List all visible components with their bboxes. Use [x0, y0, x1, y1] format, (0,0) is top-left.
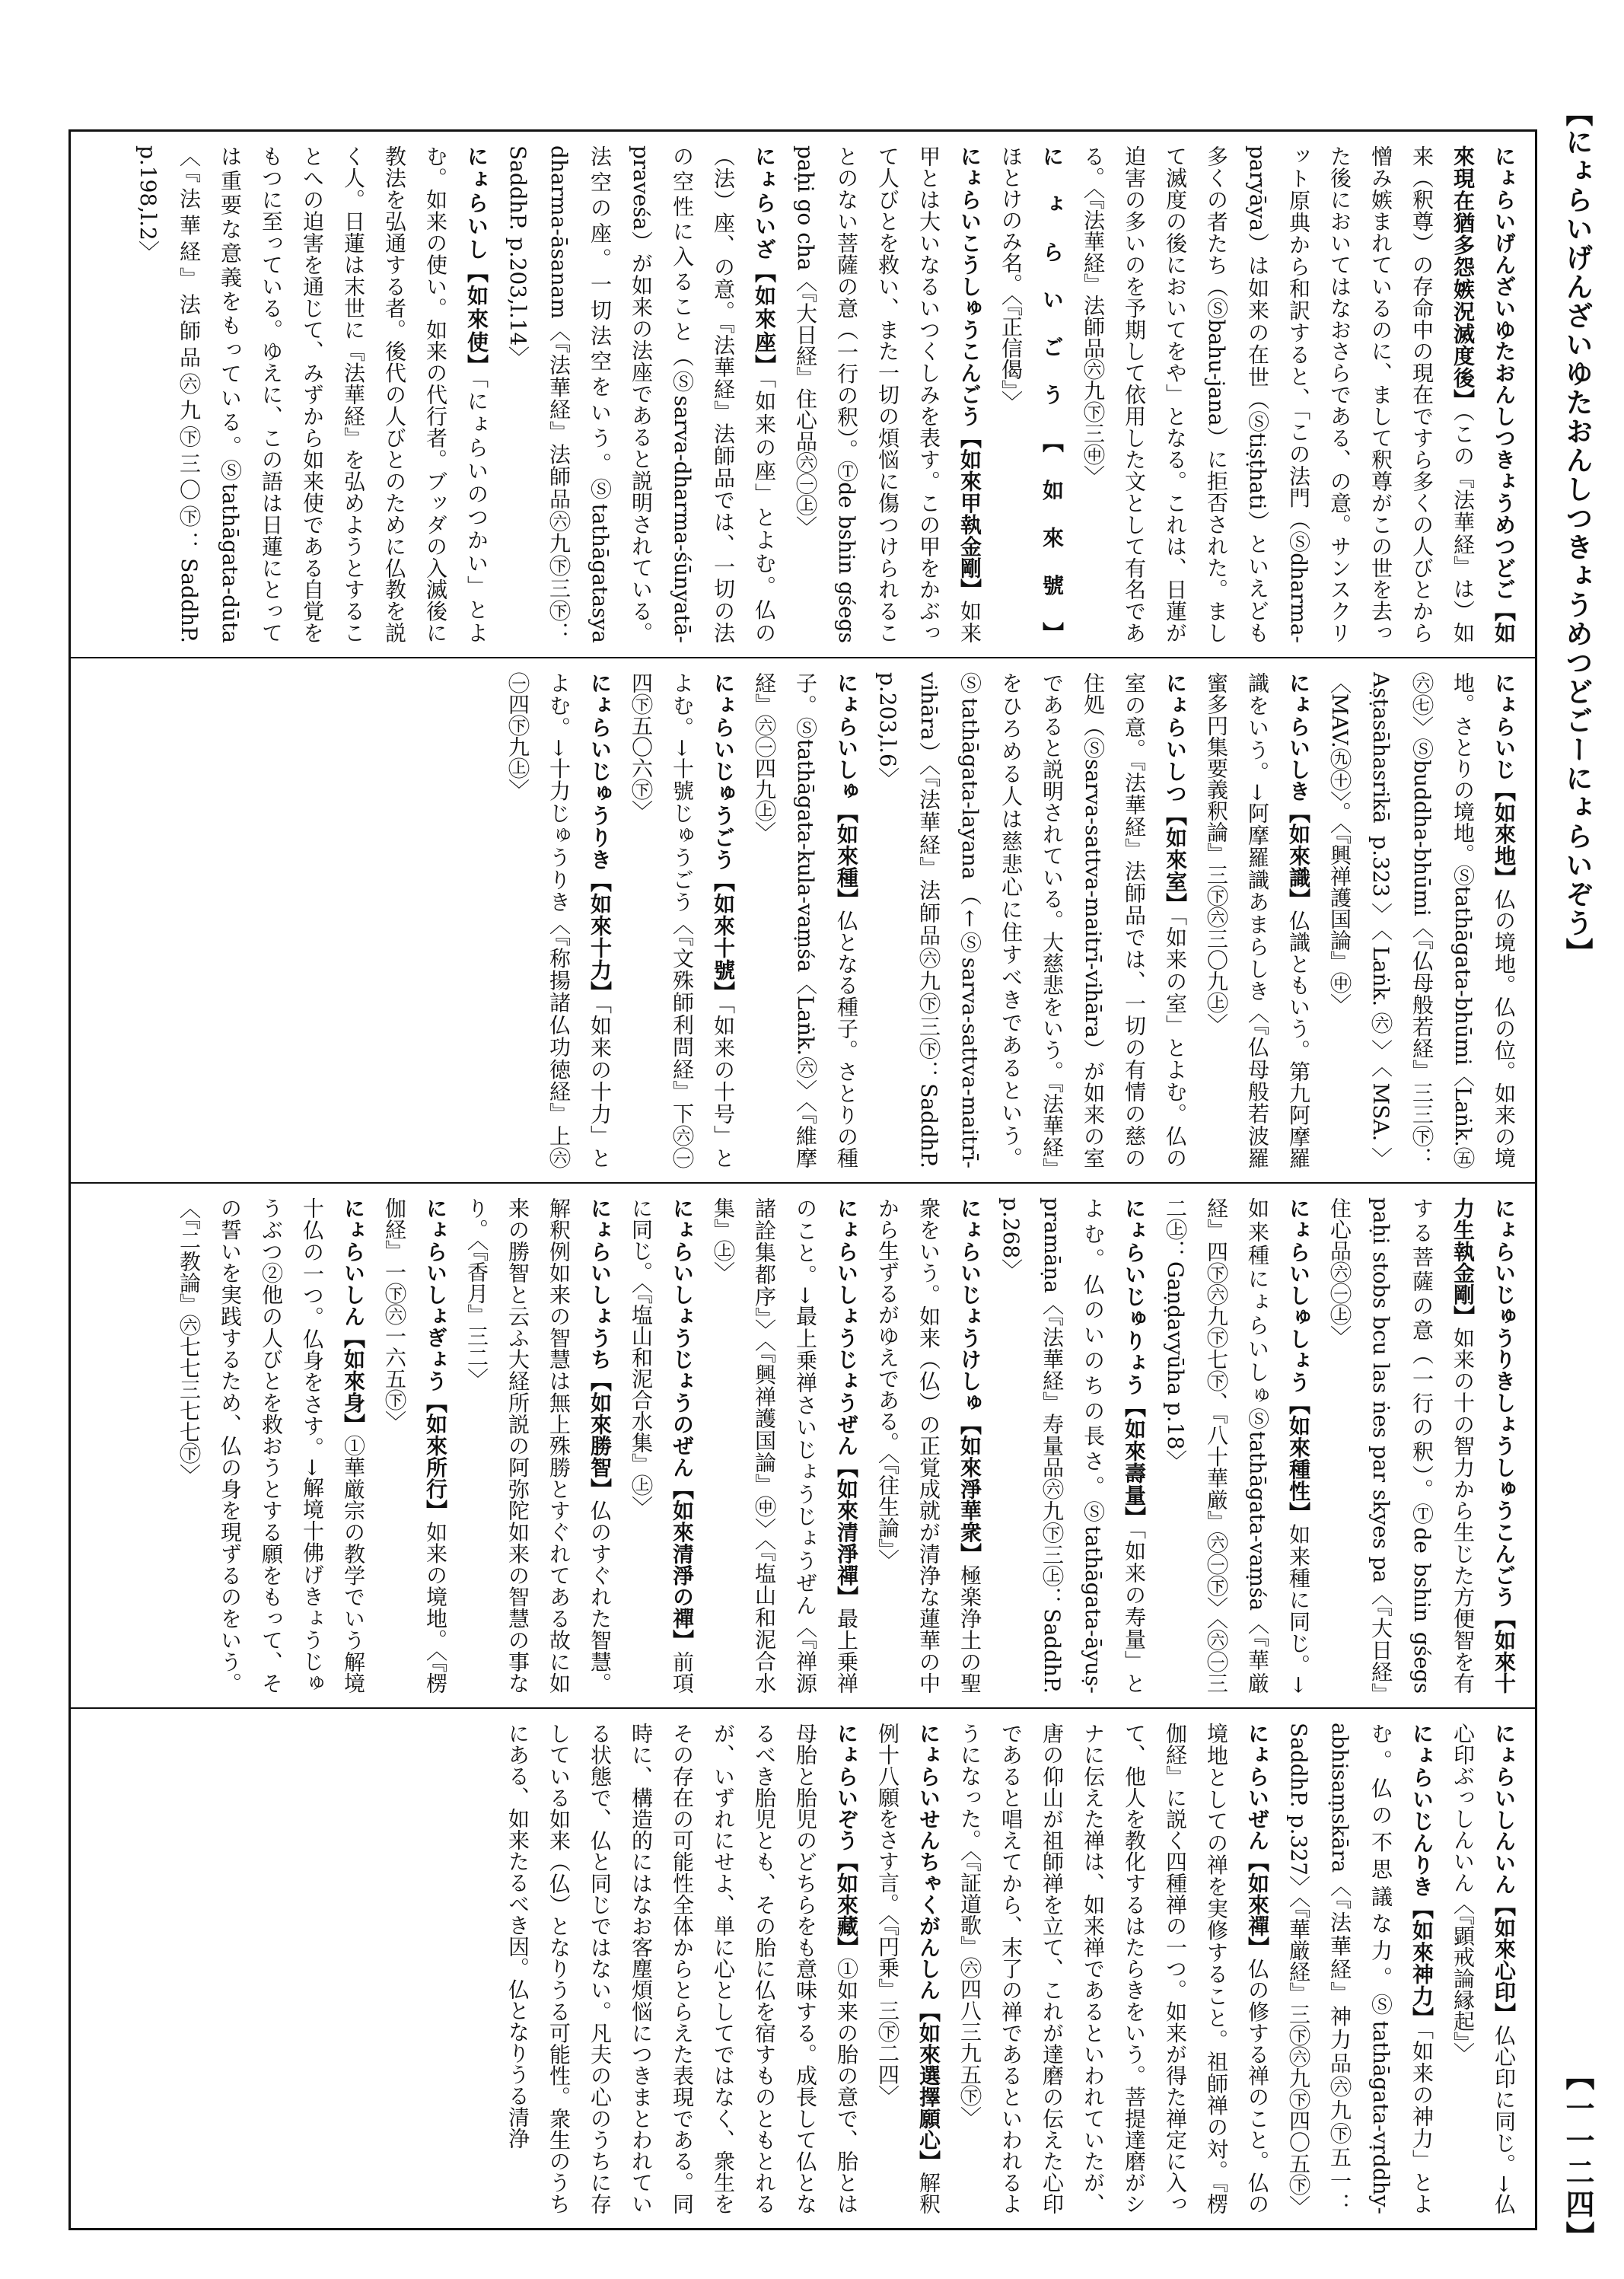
entry-definition: 仏識ともいう。第九阿摩羅識をいう。→阿摩羅識あまらしき〈『仏母般若波羅蜜多円集要義釈論』三㊦㊅三〇九㊤〉 — [1204, 672, 1311, 1169]
entry-headword: にょらいしん【如來身】 — [341, 1197, 366, 1435]
entry-definition: 仏の境地。仏の位。如来の境地。さとりの境地。Ⓢtathāgata-bhūmi〈Laṅk.㊄㊅㊆〉Ⓢbuddha-bhūmi〈『仏母般若経』三三㊦：Aṣṭasāhasrikā p.323〉〈Laṅk.㊅〉〈MSA.〉〈MAV.㊈㊉〉。〈『興禅護国論』㊥〉 — [1327, 672, 1517, 1169]
entry-definition: ①如来の胎の意で、胎とは母胎と胎児のどちらをも意味する。成長して仏となるべき胎児とも、その胎に仏を宿すものともとれるが、いずれにせよ、単に心としてではなく、衆生をその存在の可能性全体からとらえた表現である。同時に、構造的にはなお客塵煩悩につきまとわれている状態で、仏と同じではない。凡夫の心のうちに存している如来（仏）となりうる可能性。衆生のうちにある、如来たるべき因。仏となりうる清浄 — [505, 1723, 859, 2215]
entry-headword: にょらいじゅうりきしょうしゅうこんごう【如來十力生執金剛】 — [1450, 1197, 1517, 1694]
tier-4 — [71, 1707, 1535, 2228]
entry-definition: 「如来の座」とよむ。仏の（法）座、の意。『法華経』法師品では、一切の法の空性に入ること（Ⓢsarva-dharma-śūnyatā-praveśa）が如来の法座であると説明されている。法空の座。一切法空をいう。Ⓢtathāgatasya dharma-āsanam〈『法華経』法師品㊅九㊦三㊦：SaddhP. p.203,l.14〉 — [505, 145, 777, 644]
tier-1-text — [81, 145, 1524, 643]
entry-definition: ①華厳宗の教学でいう解境十仏の一つ。仏身をさす。→解境十佛げきょうじゅうぶつ②他の人びとを救おうとする願をもって、その誓いを実践するため、仏の身を現ずるのをいう。〈『二教論』㊅七七三七七㊦〉 — [177, 1197, 366, 1694]
tier-4-text — [81, 1723, 1524, 2217]
dictionary-entry — [505, 145, 777, 643]
entry-definition: 「如来の神力」とよむ。仏の不思議な力。Ⓢtathāgata-vṛddhy-abhisaṃskāra〈『法華経』神力品㊅九㊦五一：SaddhP. p.327〉〈『華厳経』三㊦㊅九㊦四〇五㊦〉 — [1286, 1723, 1435, 2217]
dictionary-entry — [998, 1197, 1147, 1694]
dictionary-entry — [793, 145, 982, 643]
dictionary-entry — [505, 672, 613, 1168]
dictionary-entry — [998, 145, 1065, 643]
dictionary-entry — [177, 1197, 366, 1694]
dictionary-entry — [505, 1723, 859, 2214]
dictionary-entry — [875, 1197, 982, 1694]
tier-1 — [71, 132, 1535, 657]
entry-headword: にょらいしょぎょう【如來所行】 — [423, 1197, 448, 1522]
page-number: 【一一二四】 — [1561, 2061, 1595, 2253]
entry-headword: にょらいぞう【如來藏】 — [834, 1723, 859, 1958]
dictionary-entry — [382, 1197, 448, 1694]
dictionary-entry — [1163, 1197, 1311, 1694]
running-head: 【にょらいげんざいゆたおんしつきょうめつどごーにょらいぞう】 — [1562, 99, 1594, 967]
dictionary-entry — [752, 672, 859, 1168]
tier-2-text — [81, 672, 1524, 1168]
entry-definition: 「にょらいのつかい」とよむ。如来の使い。如来の代行者。ブッダの入滅後に教法を弘通する者。後代の人びとのために仏教を説く人。日蓮は末世に『法華経』を弘めようとすることへの迫害を通じて、みずから如来使である自覚をもつに至っている。ゆえに、この語は日蓮にとっては重要な意義をもっている。Ⓢtathāgata-dūta〈『法華経』法師品㊅九㊦三〇㊦：SaddhP. p.198,l.2〉 — [135, 145, 489, 644]
dictionary-entry — [1327, 672, 1517, 1168]
entry-headword: にょらいし【如來使】 — [464, 145, 489, 378]
entry-definition: 仏の修する禅のこと。仏の境地としての禅を実修すること。祖師禅の対。『楞伽経』に説く四種禅の一つ。如来が得た禅定に入って、他人を教化するはたらきをいう。菩提達磨がシナに伝えた禅は、如来禅であるといわれていたが、唐の仰山が祖師禅を立て、これが達磨の伝えた心印であると唱えてから、末了の禅であるといわれるようになった。〈『証道歌』㊅四八三九五㊦〉 — [957, 1723, 1270, 2215]
tier-3 — [71, 1182, 1535, 1707]
entry-headword: にょらいしょうじょうぜん【如來清淨禪】 — [834, 1197, 859, 1608]
entry-definition: 如来の境地。〈『楞伽経』一㊦㊅一六五㊦〉 — [382, 1197, 448, 1694]
entry-headword: にょらいじゅうごう【如來十號】 — [711, 672, 736, 1003]
entry-headword: にょらいしんいん【如來心印】 — [1492, 1723, 1517, 2025]
entry-definition: 「如来の十力」とよむ。→十力じゅうりき〈『称揚諸仏功徳経』上㊅㊀四㊦九㊤〉 — [505, 672, 613, 1168]
entry-definition: 「如来の室」とよむ。仏の室の意。『法華経』法師品では、一切の有情の慈の住処（Ⓢsarva-sattva-maitrī-vihāra）が如来の室であると説明されている。大慈悲をいう。『法華経』をひろめる人は慈悲心に住すべきであるという。Ⓢtathāgata-layana（←Ⓢsarva-sattva-maitrī-vihāra）〈『法華経』法師品㊅九㊦三㊦：SaddhP. p.203,l.6〉 — [875, 672, 1188, 1168]
entry-headword: にょらいしょうち【如來勝智】 — [588, 1197, 613, 1500]
entry-definition: 最上乗禅のこと。→最上乗禅さいじょうじょうぜん〈『禅源諸詮集都序』〉〈『興禅護国論』㊥〉〈『塩山和泥合水集』㊤〉 — [711, 1197, 859, 1694]
entry-headword: にょらいしゅしょう【如來種性】 — [1286, 1197, 1311, 1524]
dictionary-entry — [1327, 1197, 1517, 1694]
dictionary-entry — [1286, 1723, 1435, 2217]
dictionary-entry — [875, 1723, 941, 2214]
tier-3-text — [81, 1197, 1524, 1694]
entry-headword: にょらいせんちゃくがんしん【如來選擇願心】 — [916, 1723, 941, 2172]
entry-definition: 前項に同じ。〈『塩山和泥合水集』㊤〉 — [629, 1197, 695, 1694]
entry-headword: にょらいじ【如來地】 — [1492, 672, 1517, 888]
tier-2 — [71, 657, 1535, 1182]
entry-headword: にょらいざ【如來座】 — [752, 145, 777, 378]
entry-definition: 仏のすぐれた智慧。解釈例如来の智慧は無上殊勝とすぐれてある故に如来の勝智と云ふ大経所説の阿弥陀如来の智慧の事なり。〈『香月』三二〉 — [464, 1197, 613, 1694]
dictionary-entry — [1204, 672, 1311, 1168]
entry-headword: にょらいじょうけしゅ【如來淨華衆】 — [957, 1197, 982, 1565]
entry-definition: 如来の十の智力から生じた方便智を有する菩薩の意（一行の釈）。Ⓣde bshin gśegs paḥi stobs bcu las ṅes par skyes pa〈『大日経』住心品㊅㊀㊤〉 — [1327, 1197, 1476, 1694]
dictionary-entry — [711, 1197, 859, 1694]
dictionary-entry — [1081, 145, 1517, 643]
entry-headword: にょらいこうしゅうこんごう【如來甲執金剛】 — [957, 145, 982, 601]
entry-definition: 解釈例十八願をさす言。〈『円乗』三㊦二四〉 — [875, 1723, 941, 2215]
entry-definition: 「如来の寿量」とよむ。仏のいのちの長さ。Ⓢtathāgata-āyuṣ-pramāṇa〈『法華経』寿量品㊅九㊦三㊤：SaddhP. p.268〉 — [998, 1197, 1147, 1694]
dictionary-entry — [1450, 1723, 1517, 2214]
entry-definition: 如来甲とは大いなるいつくしみを表す。この甲をかぶって人びとを救い、また一切の煩悩に傷つけられることのない菩薩の意（一行の釈）。Ⓣde bshin gśegs paḥi go cha〈『大日経』住心品㊅㊀㊤〉 — [793, 145, 982, 644]
entry-definition: 仏心印に同じ。→仏心印ぶっしんいん〈『顕戒論縁起』〉 — [1450, 1723, 1517, 2214]
entry-definition: ほとけのみ名。〈『正信偈』〉 — [998, 145, 1024, 412]
entry-headword: にょらいじんりき【如來神力】 — [1409, 1723, 1435, 2029]
entry-headword: にょらいしき【如來識】 — [1286, 672, 1311, 910]
dictionary-entry — [957, 1723, 1270, 2214]
entry-definition: 「如来の十号」とよむ。→十號じゅうごう〈『文殊師利問経』下㊅㊀四㊦五〇六㊦〉 — [629, 672, 736, 1168]
page-header — [1548, 99, 1607, 2253]
dictionary-entry — [135, 145, 489, 643]
dictionary-entry — [629, 1197, 695, 1694]
entry-headword: にょらいじゅりょう【如來壽量】 — [1122, 1197, 1147, 1528]
entry-definition: 如来種に同じ。→如来種にょらいしゅⓈtathāgata-vaṃśa〈『華厳経』四㊦㊅九㊦七㊦、『八十華厳』㊅㊀㊦〉〈㊅㊀三二㊤：Gaṇḍavyūha p.18〉 — [1163, 1197, 1311, 1694]
entry-definition: 仏となる種子。さとりの種子。Ⓢtathāgata-kula-vaṃśa〈Laṅk.㊅〉〈『維摩経』㊅㊀四九㊤〉 — [752, 672, 859, 1169]
entry-headword: にょらいごう【如來號】 — [1040, 145, 1065, 643]
entry-definition: 極楽浄土の聖衆をいう。如来（仏）の正覚成就が清浄な蓮華の中から生ずるがゆえである。〈『往生論』〉 — [875, 1197, 982, 1694]
entry-headword: にょらいげんざいゆたおんしつきょうめつどご【如來現在猶多怨嫉況滅度後】 — [1450, 145, 1517, 643]
entry-headword: にょらいしゅ【如來種】 — [834, 672, 859, 910]
entry-headword: にょらいしょうじょうのぜん【如來清淨の禪】 — [670, 1197, 695, 1651]
dictionary-frame — [68, 129, 1537, 2230]
entry-definition: （この『法華経』は）如来（釈尊）の存命中の現在ですら多くの人びとから憎み嫉まれているのに、まして釈尊がこの世を去った後においてはなおさらである、の意。サンスクリット原典から和訳すると、「この法門（Ⓢdharma-paryāya）は如来の在世（Ⓢtiṣṭhati）といえども多くの者たち（Ⓢbahu-jana）に拒否された。まして滅度の後においてをや」となる。これは、日蓮が迫害の多いのを予期して依用した文として有名である。〈『法華経』法師品㊅九㊦三㊥〉 — [1081, 145, 1476, 644]
dictionary-entry — [629, 672, 736, 1168]
dictionary-entry — [464, 1197, 613, 1694]
entry-headword: にょらいぜん【如來禪】 — [1245, 1723, 1270, 1958]
dictionary-entry — [875, 672, 1188, 1168]
entry-headword: にょらいじゅうりき【如來十力】 — [588, 672, 613, 1003]
entry-headword: にょらいしつ【如來室】 — [1163, 672, 1188, 915]
